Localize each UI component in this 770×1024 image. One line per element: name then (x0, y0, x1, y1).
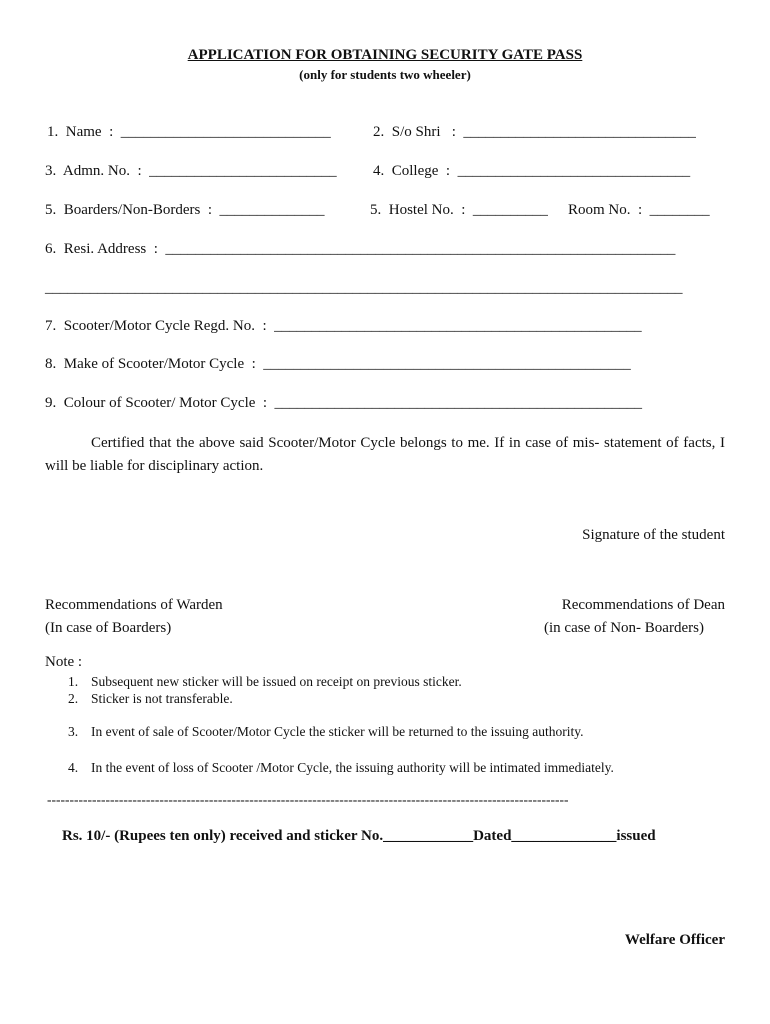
address-line-2[interactable]: _____________________________________________________________________________________ (45, 280, 683, 296)
name-field[interactable]: 1. Name : ____________________________ (47, 124, 331, 140)
hostel-no-field[interactable]: 5. Hostel No. : __________ (370, 202, 548, 218)
form-title: APPLICATION FOR OBTAINING SECURITY GATE PASS (187, 47, 583, 63)
make-field[interactable]: 8. Make of Scooter/Motor Cycle : _________________________________________________ (45, 356, 631, 372)
note-item: In the event of loss of Scooter /Motor Cycle, the issuing authority will be intimated immediately. (91, 760, 614, 775)
signature-student: Signature of the student (582, 527, 725, 543)
room-no-field[interactable]: Room No. : ________ (568, 202, 710, 218)
welfare-officer-signature: Welfare Officer (624, 932, 725, 948)
dean-recommendation-title: Recommendations of Dean (561, 597, 725, 613)
note-number: 3. (68, 724, 79, 739)
form-subtitle: (only for students two wheeler) (299, 67, 471, 82)
dean-recommendation-sub: (in case of Non- Boarders) (544, 620, 704, 636)
regd-no-field[interactable]: 7. Scooter/Motor Cycle Regd. No. : _________________________________________________ (45, 318, 642, 334)
boarders-field[interactable]: 5. Boarders/Non-Borders : ______________ (45, 202, 325, 218)
colour-field[interactable]: 9. Colour of Scooter/ Motor Cycle : _________________________________________________ (45, 395, 643, 411)
certification-text: Certified that the above said Scooter/Motor Cycle belongs to me. If in case of mis- statement of facts, I will be liable for disciplinary action. (45, 435, 725, 474)
resi-address-field[interactable]: 6. Resi. Address : ____________________________________________________________________ (45, 241, 676, 257)
warden-recommendation-sub: (In case of Boarders) (45, 620, 172, 636)
admn-no-field[interactable]: 3. Admn. No. : _________________________ (45, 163, 337, 179)
college-field[interactable]: 4. College : _______________________________ (373, 163, 691, 179)
receipt-line[interactable]: Rs. 10/- (Rupees ten only) received and sticker No.____________Dated______________issued (62, 828, 656, 844)
warden-recommendation-title: Recommendations of Warden (45, 597, 223, 613)
note-item: Subsequent new sticker will be issued on receipt on previous sticker. (91, 674, 462, 689)
note-item: In event of sale of Scooter/Motor Cycle the sticker will be returned to the issuing authority. (91, 724, 584, 739)
note-heading: Note : (45, 654, 83, 670)
note-number: 1. (68, 674, 79, 689)
note-item: Sticker is not transferable. (91, 691, 233, 706)
cut-line-divider: -------------------------------------------------------------------------------------------------------------------- (47, 792, 569, 807)
so-shri-field[interactable]: 2. S/o Shri : _______________________________ (373, 124, 696, 140)
note-number: 4. (68, 760, 79, 775)
note-number: 2. (68, 691, 79, 706)
